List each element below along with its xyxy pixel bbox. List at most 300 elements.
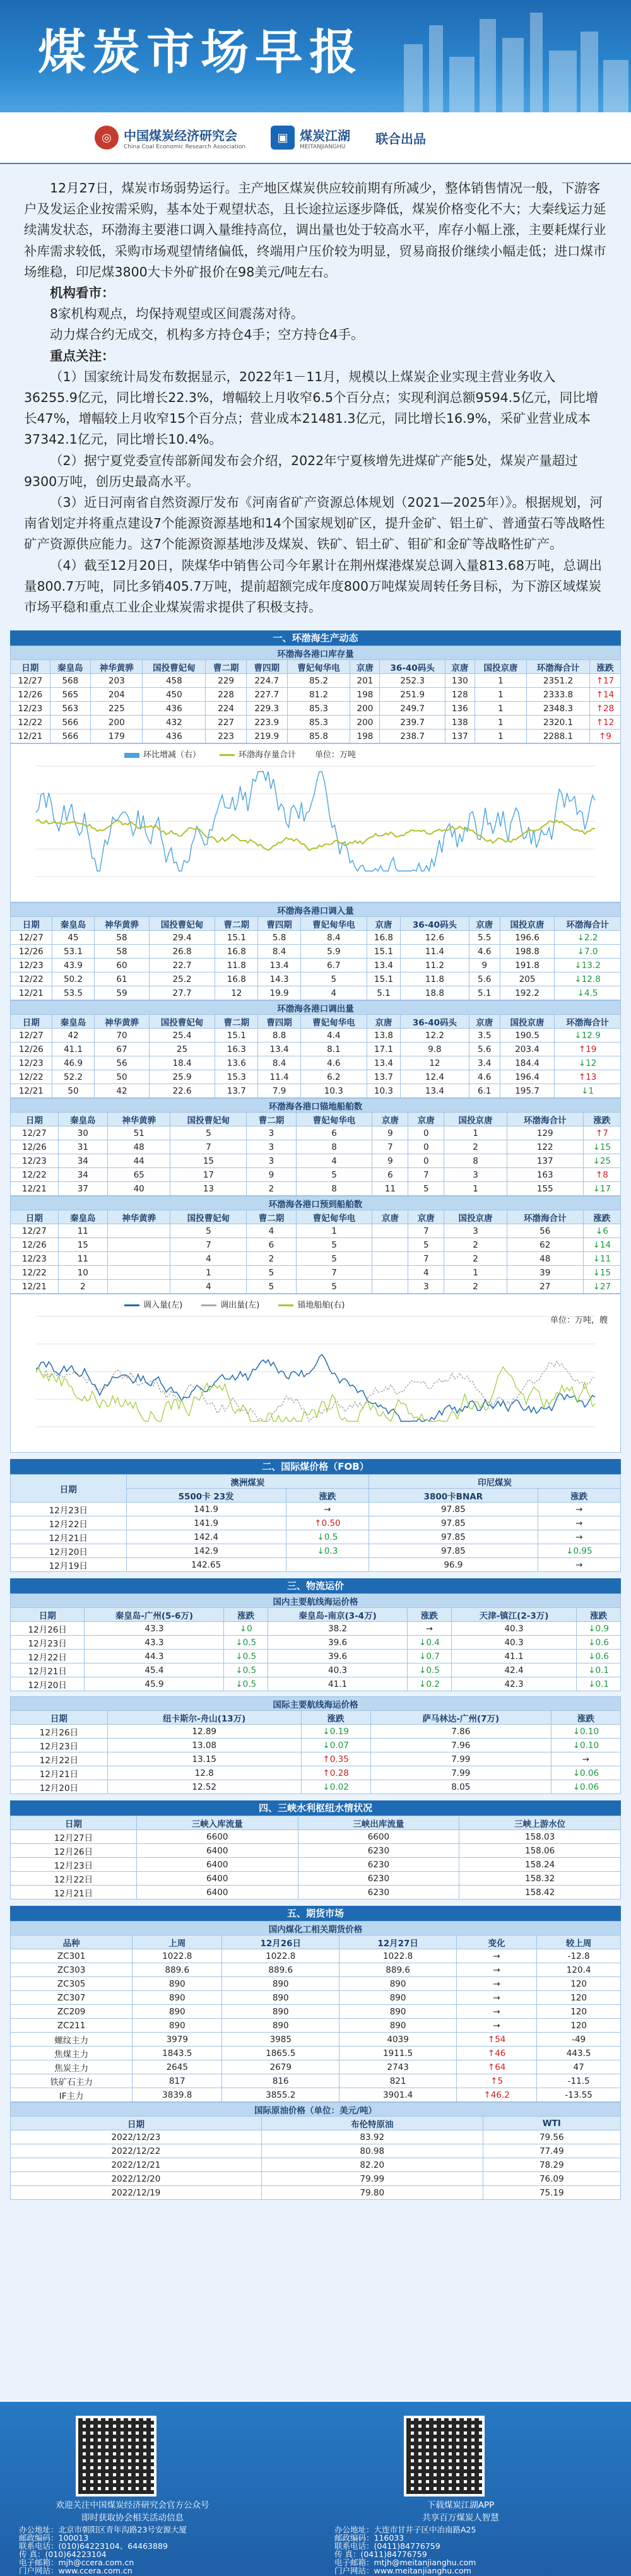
table-cell: 12/23 bbox=[11, 959, 52, 972]
table-cell: 13.8 bbox=[367, 1029, 400, 1043]
table-cell: 12月22日 bbox=[11, 1752, 108, 1766]
table-cell: 8.4 bbox=[258, 945, 301, 959]
table-cell: 890 bbox=[222, 2005, 339, 2019]
column-header: 日期 bbox=[11, 1816, 137, 1830]
table-cell: 2743 bbox=[339, 2060, 457, 2074]
table-cell: 568 bbox=[50, 674, 91, 688]
table-row bbox=[11, 2144, 621, 2158]
table-cell: 9 bbox=[469, 959, 500, 972]
column-header: 神华黄骅 bbox=[91, 660, 143, 674]
table-cell: 4 bbox=[247, 1224, 296, 1238]
table-cell: 11.2 bbox=[401, 959, 469, 972]
table-cell: 78.29 bbox=[483, 2158, 620, 2172]
change-cell: ↓ 0.6 bbox=[577, 1636, 621, 1650]
table-row bbox=[11, 1991, 621, 2005]
table-row bbox=[11, 716, 621, 730]
change-cell: ↓ 6 bbox=[583, 1224, 620, 1238]
table-cell: 15 bbox=[58, 1238, 107, 1252]
header-banner bbox=[0, 0, 631, 112]
table-cell: 2 bbox=[444, 1140, 507, 1154]
table-cell: 2333.8 bbox=[527, 688, 590, 702]
table-cell: 17.1 bbox=[367, 1043, 400, 1056]
table-cell: 4039 bbox=[339, 2033, 457, 2047]
table-cell: 11 bbox=[58, 1224, 107, 1238]
table-cell: 889.6 bbox=[133, 1963, 222, 1977]
table-cell: ZC305 bbox=[11, 1977, 133, 1991]
table-cell: 10 bbox=[58, 1266, 107, 1280]
table-cell: 82.20 bbox=[261, 2158, 483, 2172]
column-header: 布伦特原油 bbox=[261, 2117, 483, 2130]
table-cell: 12月23日 bbox=[11, 1858, 137, 1872]
table-cell: 15.1 bbox=[367, 972, 400, 986]
change-cell: → bbox=[538, 1558, 620, 1572]
table-caption: 国际原油价格（单位：美元/吨） bbox=[11, 2103, 621, 2117]
column-header: 曹二期 bbox=[247, 1210, 296, 1224]
change-cell: ↑ 13 bbox=[555, 1070, 621, 1084]
point-4: （4）截至12月20日，陕煤华中销售公司今年累计在荆州煤港煤炭总调入量813.68万吨，总调出量800.7万吨，同比多销405.7万吨，提前超额完成年度800万吨煤炭周转任务目标，为下游区域煤炭市场平稳和重点工业企业煤炭需求提供了积极支持。 bbox=[24, 557, 602, 615]
table-cell: 58 bbox=[95, 945, 149, 959]
table-cell: 17 bbox=[170, 1168, 247, 1182]
table-cell: 8.4 bbox=[258, 1056, 301, 1070]
column-header: 涨跌 bbox=[408, 1608, 452, 1622]
table-row bbox=[11, 1830, 621, 1844]
table-cell: 34 bbox=[58, 1154, 107, 1168]
column-header: 环渤海合计 bbox=[527, 660, 590, 674]
table-cell: 45.4 bbox=[85, 1663, 224, 1677]
table-cell: 43.9 bbox=[52, 959, 95, 972]
table-cell: 4 bbox=[170, 1280, 247, 1294]
table-header-row bbox=[11, 1015, 621, 1029]
table-row bbox=[11, 1043, 621, 1056]
column-header: 秦皇岛 bbox=[52, 917, 95, 931]
table-cell: 12.4 bbox=[401, 1070, 469, 1084]
table-cell: 8 bbox=[296, 1140, 372, 1154]
column-header: 国投京唐 bbox=[500, 1015, 554, 1029]
table-cell: 25.2 bbox=[149, 972, 215, 986]
table-row bbox=[11, 1140, 621, 1154]
table-cell: 13.4 bbox=[258, 1043, 301, 1056]
column-header: 萨马林达-广州(7万) bbox=[370, 1711, 551, 1725]
change-cell: ↑ 8 bbox=[583, 1168, 620, 1182]
table-cell: 6.7 bbox=[300, 959, 367, 972]
table-cell: 5 bbox=[296, 1252, 372, 1266]
table-cell: 52.2 bbox=[52, 1070, 95, 1084]
table-cell: 76.09 bbox=[483, 2172, 620, 2186]
table-cell: 螺纹主力 bbox=[11, 2033, 133, 2047]
table-cell: ZC211 bbox=[11, 2019, 133, 2033]
table-cell: 7 bbox=[170, 1140, 247, 1154]
change-cell: ↓ 12.8 bbox=[555, 972, 621, 986]
table-cell: 450 bbox=[143, 688, 206, 702]
table-header-row bbox=[11, 1816, 621, 1830]
table-cell: 5.6 bbox=[469, 972, 500, 986]
table-cell: 41.1 bbox=[52, 1043, 95, 1056]
table-cell: 27.7 bbox=[149, 986, 215, 1000]
table-row bbox=[11, 1182, 621, 1196]
table-cell: 10.3 bbox=[300, 1084, 367, 1098]
table-cell: 25.9 bbox=[149, 1070, 215, 1084]
column-header: 曹二期 bbox=[215, 917, 258, 931]
table-cell: 1 bbox=[475, 730, 526, 743]
table-cell: 128 bbox=[445, 688, 475, 702]
column-header: 京唐 bbox=[350, 660, 380, 674]
table-cell: 40.3 bbox=[451, 1622, 576, 1636]
table-cell: 1 bbox=[444, 1126, 507, 1140]
table-cell: 48 bbox=[107, 1140, 170, 1154]
table-cell: 563 bbox=[50, 702, 91, 716]
table-cell: 12/26 bbox=[11, 1043, 52, 1056]
table-cell: 252.3 bbox=[380, 674, 445, 688]
table-row bbox=[11, 1780, 621, 1794]
change-cell: ↓ 12 bbox=[555, 1056, 621, 1070]
table-cell: 5 bbox=[296, 1168, 372, 1182]
table-cell: 7.96 bbox=[370, 1739, 551, 1752]
logo-bar bbox=[0, 112, 631, 164]
table-row bbox=[11, 2047, 621, 2060]
column-header: 上周 bbox=[133, 1935, 222, 1949]
table-cell: 2348.3 bbox=[527, 702, 590, 716]
change-cell: ↓ 11 bbox=[583, 1252, 620, 1266]
table-cell: 3 bbox=[408, 1280, 444, 1294]
table-cell: 30 bbox=[58, 1126, 107, 1140]
table-cell: 40.3 bbox=[268, 1663, 408, 1677]
column-header: 环渤海合计 bbox=[507, 1210, 583, 1224]
table-cell: 120 bbox=[537, 1977, 621, 1991]
table-cell: 3839.8 bbox=[133, 2088, 222, 2102]
column-header: 日期 bbox=[11, 1113, 59, 1126]
table-cell: 47 bbox=[537, 2060, 621, 2074]
table-cell: 50.2 bbox=[52, 972, 95, 986]
column-header: 京唐 bbox=[408, 1113, 444, 1126]
table-cell: 3 bbox=[247, 1140, 296, 1154]
table-cell: 196.4 bbox=[500, 1070, 554, 1084]
change-cell: ↓ 12.9 bbox=[555, 1029, 621, 1043]
table-cell: 61 bbox=[95, 972, 149, 986]
expected-ships-table bbox=[10, 1196, 621, 1294]
table-cell: 97.85 bbox=[369, 1503, 538, 1516]
table-row bbox=[11, 688, 621, 702]
table-cell: 12 bbox=[401, 1056, 469, 1070]
table-cell: 229 bbox=[206, 674, 247, 688]
table-cell: 15.3 bbox=[215, 1070, 258, 1084]
table-cell: 4.6 bbox=[469, 945, 500, 959]
table-cell: 12.2 bbox=[401, 1029, 469, 1043]
table-row bbox=[11, 1070, 621, 1084]
table-cell: 890 bbox=[339, 2005, 457, 2019]
column-header: 涨跌 bbox=[301, 1711, 370, 1725]
table-cell: 1 bbox=[475, 716, 526, 730]
table-cell: 12/27 bbox=[11, 931, 52, 945]
table-header-row bbox=[11, 2117, 621, 2130]
table-cell: 7 bbox=[408, 1168, 444, 1182]
chart-legend: 调入量(左) 调出量(左) 锚地船舶(右) bbox=[11, 1294, 620, 1310]
change-cell: ↓ 4.5 bbox=[555, 986, 621, 1000]
column-header: 神华黄骅 bbox=[107, 1113, 170, 1126]
change-cell: → bbox=[408, 1622, 452, 1636]
column-header: 秦皇岛 bbox=[58, 1113, 107, 1126]
table-cell: 163 bbox=[507, 1168, 583, 1182]
table-cell: 22.6 bbox=[149, 1084, 215, 1098]
table-cell: 4 bbox=[170, 1252, 247, 1266]
table-cell: 200 bbox=[350, 702, 380, 716]
table-cell: 12.8 bbox=[107, 1766, 301, 1780]
column-header: 品种 bbox=[11, 1935, 133, 1949]
table-cell: 9 bbox=[247, 1168, 296, 1182]
table-cell: 53.1 bbox=[52, 945, 95, 959]
table-cell: 5 bbox=[300, 972, 367, 986]
table-cell: 26.8 bbox=[149, 945, 215, 959]
column-header: 京唐 bbox=[469, 1015, 500, 1029]
column-header: 环渤海合计 bbox=[507, 1113, 583, 1126]
table-caption-row bbox=[11, 1594, 621, 1608]
table-cell bbox=[107, 1224, 170, 1238]
table-cell: 443.5 bbox=[537, 2047, 621, 2060]
table-cell: 5 bbox=[247, 1266, 296, 1280]
table-cell: 566 bbox=[50, 716, 91, 730]
column-header: 神华黄骅 bbox=[95, 917, 149, 931]
change-cell: ↑ 46.2 bbox=[457, 2088, 537, 2102]
change-cell: ↓ 0.5 bbox=[286, 1530, 369, 1544]
column-header: 国投曹妃甸 bbox=[149, 917, 215, 931]
change-cell: ↓ 0.5 bbox=[224, 1663, 268, 1677]
views-line-2: 动力煤合约无成交，机构多方持仓4手；空方持仓4手。 bbox=[50, 327, 364, 343]
table-cell: 12月26日 bbox=[11, 1844, 137, 1858]
table-row bbox=[11, 945, 621, 959]
table-cell: 130 bbox=[445, 674, 475, 688]
table-cell: 50 bbox=[95, 1070, 149, 1084]
change-cell: ↓ 0.7 bbox=[408, 1650, 452, 1663]
change-cell: → bbox=[457, 1991, 537, 2005]
table-cell: 11 bbox=[372, 1182, 408, 1196]
table-cell: 8.8 bbox=[258, 1029, 301, 1043]
meitanjianghu-logo: ▣ 煤炭江湖 MEITANJIANGHU bbox=[271, 126, 350, 150]
table-cell: 15.1 bbox=[215, 931, 258, 945]
table-cell: 2 bbox=[444, 1238, 507, 1252]
table-cell: 158.06 bbox=[459, 1844, 621, 1858]
intl-price-table bbox=[10, 1474, 621, 1572]
points-heading: 重点关注： bbox=[50, 348, 115, 363]
table-row bbox=[11, 1056, 621, 1070]
column-header: 36-40码头 bbox=[380, 660, 445, 674]
table-cell: 4 bbox=[296, 1154, 372, 1168]
table-header-row bbox=[11, 1475, 621, 1489]
table-row bbox=[11, 1168, 621, 1182]
table-cell: 228 bbox=[206, 688, 247, 702]
change-cell: ↓ 17 bbox=[583, 1182, 620, 1196]
ccera-logo: ◎ 中国煤炭经济研究会 China Coal Economic Research Association bbox=[95, 126, 245, 150]
table-row bbox=[11, 959, 621, 972]
table-cell: 11 bbox=[58, 1252, 107, 1266]
table-row bbox=[11, 1084, 621, 1098]
table-caption-row bbox=[11, 903, 621, 917]
table-row bbox=[11, 1636, 621, 1650]
table-cell: 7.99 bbox=[370, 1752, 551, 1766]
column-header: 曹妃甸华电 bbox=[296, 1113, 372, 1126]
table-cell: 焦炭主力 bbox=[11, 2060, 133, 2074]
table-cell: 9.8 bbox=[401, 1043, 469, 1056]
change-cell: ↓ 0.3 bbox=[286, 1544, 369, 1558]
table-cell: 120 bbox=[537, 2019, 621, 2033]
table-cell: 75.19 bbox=[483, 2186, 620, 2200]
table-cell: 12/22 bbox=[11, 1070, 52, 1084]
table-cell: 6 bbox=[247, 1238, 296, 1252]
table-cell: 1 bbox=[170, 1266, 247, 1280]
table-cell: 97.85 bbox=[369, 1516, 538, 1530]
table-cell: ZC307 bbox=[11, 1991, 133, 2005]
table-cell: 201 bbox=[350, 674, 380, 688]
change-cell: ↓ 0.95 bbox=[538, 1544, 620, 1558]
table-cell: 198 bbox=[350, 688, 380, 702]
column-header: 日期 bbox=[11, 1475, 127, 1503]
outflow-table bbox=[10, 1000, 621, 1098]
inventory-chart-svg bbox=[11, 760, 620, 895]
table-cell: 0 bbox=[408, 1154, 444, 1168]
column-header: 曹二期 bbox=[206, 660, 247, 674]
table-cell: 56 bbox=[507, 1224, 583, 1238]
table-cell: 120 bbox=[537, 1991, 621, 2005]
column-header: 京唐 bbox=[408, 1210, 444, 1224]
table-cell: 12/22 bbox=[11, 1266, 59, 1280]
table-cell: 12/26 bbox=[11, 945, 52, 959]
table-cell bbox=[372, 1266, 408, 1280]
table-caption-row bbox=[11, 2103, 621, 2117]
table-cell: 1 bbox=[475, 702, 526, 716]
table-cell: 7 bbox=[170, 1238, 247, 1252]
inventory-chart bbox=[10, 743, 621, 902]
table-cell: 3.4 bbox=[469, 1056, 500, 1070]
table-cell: 58 bbox=[95, 931, 149, 945]
change-cell: ↓ 0.06 bbox=[551, 1780, 620, 1794]
app-qr-code bbox=[404, 2416, 485, 2496]
change-cell: ↓ 0.10 bbox=[551, 1739, 620, 1752]
table-cell: 85.8 bbox=[287, 730, 350, 743]
table-cell: 42 bbox=[95, 1084, 149, 1098]
change-cell: ↓ 0.4 bbox=[408, 1636, 452, 1650]
table-cell: 12月20日 bbox=[11, 1544, 127, 1558]
table-cell: 12月23日 bbox=[11, 1503, 127, 1516]
table-cell: 97.85 bbox=[369, 1530, 538, 1544]
table-cell: 60 bbox=[95, 959, 149, 972]
table-cell: 39.6 bbox=[268, 1636, 408, 1650]
table-cell: 816 bbox=[222, 2074, 339, 2088]
change-cell: ↓ 0.9 bbox=[577, 1622, 621, 1636]
change-cell: ↓ 0.6 bbox=[577, 1650, 621, 1663]
section-three-gorges: 四、三峡水利枢纽水情状况 日期 三峡入库流量 三峡出库流量 三峡上游水位 12月27日 6600 6600 158.03 12月26日 6400 6230 158.06 12月23日 6400 6230 158.24 12月22日 6400 6230 158.32 12月21日 6400 6230 158.42 bbox=[10, 1800, 621, 1900]
column-header: 澳洲煤炭 bbox=[126, 1475, 369, 1489]
table-cell: 2 bbox=[247, 1182, 296, 1196]
table-cell: 3.5 bbox=[469, 1029, 500, 1043]
table-cell: 3985 bbox=[222, 2033, 339, 2047]
column-header: 曹四期 bbox=[246, 660, 287, 674]
table-row bbox=[11, 2019, 621, 2033]
column-header: 日期 bbox=[11, 1015, 52, 1029]
table-cell: 42 bbox=[52, 1029, 95, 1043]
table-cell: 6230 bbox=[298, 1872, 459, 1886]
table-cell: 29.4 bbox=[149, 931, 215, 945]
table-cell: 890 bbox=[133, 2019, 222, 2033]
water-table bbox=[10, 1816, 621, 1900]
table-cell: 2022/12/21 bbox=[11, 2158, 262, 2172]
column-header: 日期 bbox=[11, 2117, 262, 2130]
flow-chart-svg bbox=[11, 1310, 620, 1446]
table-row bbox=[11, 2088, 621, 2102]
table-cell: 85.3 bbox=[287, 702, 350, 716]
table-cell: 565 bbox=[50, 688, 91, 702]
table-cell: 179 bbox=[91, 730, 143, 743]
table-cell: 25.4 bbox=[149, 1029, 215, 1043]
column-header: 京唐 bbox=[367, 917, 400, 931]
table-cell: 4 bbox=[408, 1266, 444, 1280]
table-row bbox=[11, 931, 621, 945]
inflow-table bbox=[10, 902, 621, 1000]
table-cell: 16.8 bbox=[367, 931, 400, 945]
table-cell: 38.2 bbox=[268, 1622, 408, 1636]
table-cell: 227.7 bbox=[246, 688, 287, 702]
change-cell: ↓ 0.1 bbox=[577, 1663, 621, 1677]
table-cell: 4.6 bbox=[300, 1056, 367, 1070]
table-cell: 59 bbox=[95, 986, 149, 1000]
table-cell: 39 bbox=[507, 1266, 583, 1280]
table-cell: 5 bbox=[408, 1182, 444, 1196]
table-cell: 25 bbox=[149, 1043, 215, 1056]
meitanjianghu-logo-icon: ▣ bbox=[271, 126, 295, 150]
table-cell: 3 bbox=[247, 1126, 296, 1140]
table-cell: 120.4 bbox=[537, 1963, 621, 1977]
table-cell: 85.3 bbox=[287, 716, 350, 730]
table-cell: 203.4 bbox=[500, 1043, 554, 1056]
column-header: 国投京唐 bbox=[444, 1113, 507, 1126]
table-cell: 6600 bbox=[298, 1830, 459, 1844]
table-cell: 158.32 bbox=[459, 1872, 621, 1886]
table-cell: 43.3 bbox=[85, 1622, 224, 1636]
table-row bbox=[11, 1872, 621, 1886]
table-cell: 15 bbox=[170, 1154, 247, 1168]
table-cell: 1022.8 bbox=[133, 1949, 222, 1963]
table-cell: 890 bbox=[339, 2019, 457, 2033]
change-cell bbox=[286, 1558, 369, 1572]
change-cell: ↓ 27 bbox=[583, 1280, 620, 1294]
table-cell: 铁矿石主力 bbox=[11, 2074, 133, 2088]
table-cell: 37 bbox=[58, 1182, 107, 1196]
table-cell: 9 bbox=[372, 1126, 408, 1140]
table-cell: 6 bbox=[296, 1126, 372, 1140]
table-cell bbox=[372, 1238, 408, 1252]
table-cell: 137 bbox=[507, 1154, 583, 1168]
column-header: 涨跌 bbox=[577, 1608, 621, 1622]
table-cell: 0 bbox=[408, 1126, 444, 1140]
table-cell: 8 bbox=[444, 1154, 507, 1168]
table-cell: 223 bbox=[206, 730, 247, 743]
table-cell: 890 bbox=[222, 1977, 339, 1991]
table-cell: 6 bbox=[372, 1168, 408, 1182]
table-cell: 11.8 bbox=[401, 972, 469, 986]
table-cell: 15.1 bbox=[367, 945, 400, 959]
table-cell: 2645 bbox=[133, 2060, 222, 2074]
table-cell: 122 bbox=[507, 1140, 583, 1154]
table-cell: 53.5 bbox=[52, 986, 95, 1000]
change-cell: ↓ 0.5 bbox=[224, 1677, 268, 1691]
table-caption: 国内主要航线海运价格 bbox=[11, 1594, 621, 1608]
table-caption: 环渤海各港口调出量 bbox=[11, 1001, 621, 1015]
table-row bbox=[11, 1886, 621, 1900]
column-header: 涨跌 bbox=[551, 1711, 620, 1725]
table-caption-row bbox=[11, 1099, 621, 1113]
table-cell: 12 bbox=[215, 986, 258, 1000]
table-cell: 6230 bbox=[298, 1858, 459, 1872]
table-cell: 77.49 bbox=[483, 2144, 620, 2158]
table-cell: 4 bbox=[300, 986, 367, 1000]
table-row bbox=[11, 1752, 621, 1766]
